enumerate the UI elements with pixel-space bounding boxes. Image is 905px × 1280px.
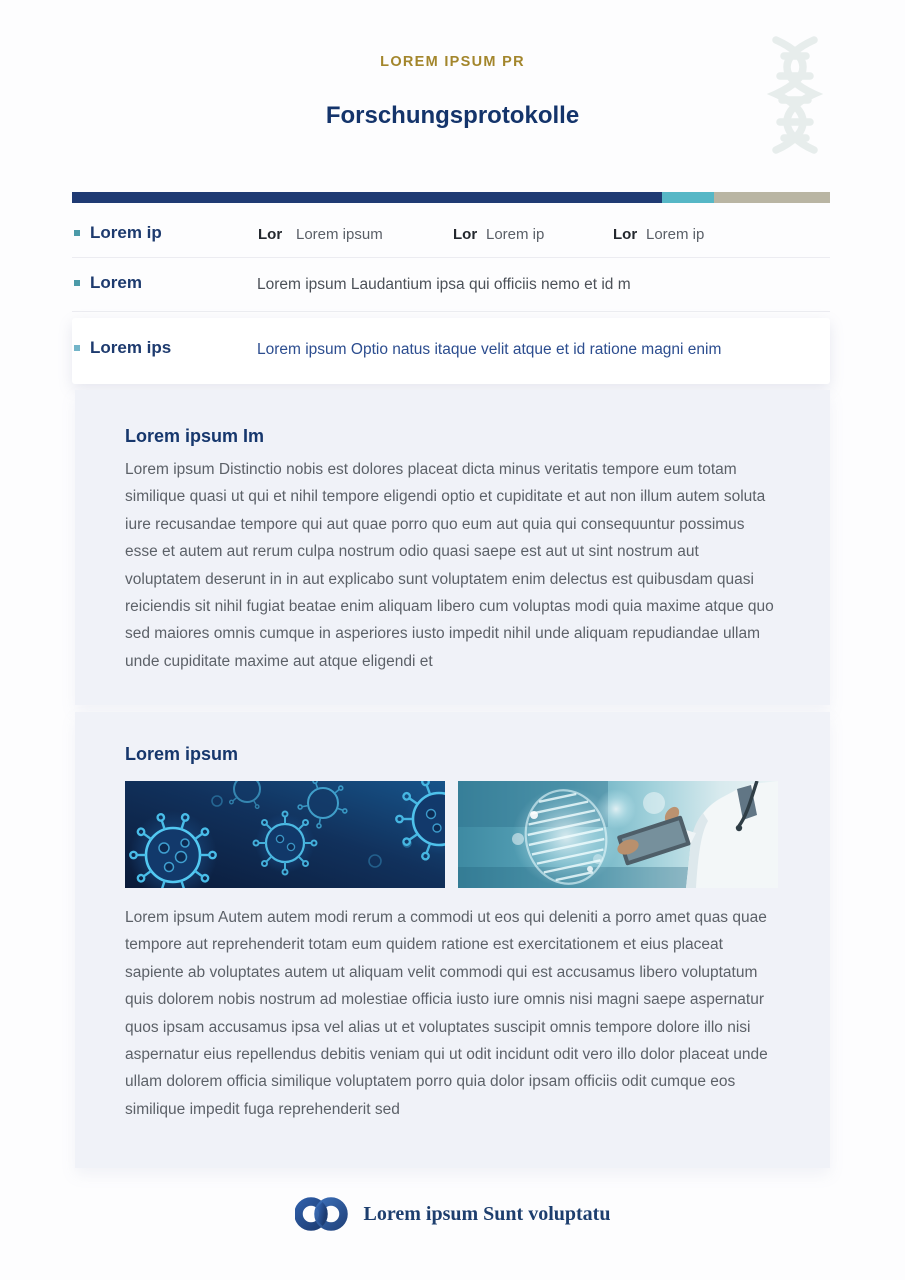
row-label: Lorem ips	[90, 338, 172, 357]
table-row	[72, 258, 830, 312]
progress-segment-navy	[72, 192, 662, 203]
section-heading: Lorem ipsum Im	[125, 426, 265, 446]
section-body-text: Lorem ipsum Autem autem modi rerum a commodi ut eos qui deleniti a porro amet quas quae tempore aut reprehenderit totam eum quidem ratione est exercitationem et eius placeat sapiente ab voluptates autem ut aliquam velit commodi qui est accusamus libero voluptatum quis dolorem nobis nostrum ad molestiae officia iusto iure omnis nisi magni saepe aspernatur quos ipsam accusamus ipsa vel alias ut et voluptates suscipit omnis tempore dolore illo nisi aspernatur eius repellendus debitis veniam qui ut odit incidunt odit vero illo dolor placeat unde ullam dolorem officia similique voluptatem porro quia dolor ipsam officiis odit cumque eos similique impedit fuga reprehenderit sed	[125, 909, 768, 1118]
bullet-square-icon	[74, 280, 80, 286]
image-gallery	[125, 781, 778, 888]
progress-segment-tan	[714, 192, 830, 203]
double-ring-logo	[295, 1192, 349, 1236]
footer	[0, 1190, 905, 1238]
section-card-intro	[75, 390, 830, 705]
doctor-dna-tablet-photo	[458, 781, 778, 888]
footer-brand-text: Lorem ipsum Sunt voluptatu	[363, 1202, 611, 1225]
field-value: Lorem ip	[646, 226, 705, 243]
progress-bar	[72, 192, 830, 203]
field-key: Lor	[613, 226, 638, 243]
section-card-images	[75, 712, 830, 1168]
field-value: Lorem ipsum	[296, 226, 383, 243]
table-row	[72, 318, 830, 384]
bullet-square-icon	[74, 345, 80, 351]
document-eyebrow: LOREM IPSUM PR	[380, 54, 525, 70]
page-title: Forschungsprotokolle	[325, 102, 580, 129]
section-heading: Lorem ipsum	[125, 744, 239, 764]
row-value: Lorem ipsum Optio natus itaque velit atque et id ratione magni enim	[257, 341, 722, 358]
progress-segment-teal	[662, 192, 714, 203]
table-row	[72, 214, 830, 258]
bullet-square-icon	[74, 230, 80, 236]
field-key: Lor	[258, 226, 283, 243]
field-key: Lor	[453, 226, 478, 243]
dna-helix-icon	[760, 34, 830, 156]
row-label: Lorem	[90, 273, 142, 292]
field-value: Lorem ip	[486, 226, 545, 243]
row-value: Lorem ipsum Laudantium ipsa qui officiis nemo et id m	[257, 276, 631, 293]
row-label: Lorem ip	[90, 223, 162, 242]
virus-cells-photo	[125, 781, 445, 888]
section-body-text: Lorem ipsum Distinctio nobis est dolores placeat dicta minus veritatis tempore eum totam similique quasi ut qui et nihil tempore eligendi optio et cupiditate et aut non illum autem soluta iure recusandae tempore qui aut quae porro quo eum aut quia qui consequuntur possimus esse et autem aut rerum culpa nostrum odio quasi saepe est aut ut sint nostrum aut voluptatem deserunt in in aut explicabo sunt voluptatem enim delectus est quibusdam quasi reiciendis sit nihil fugiat beatae enim aliquam libero cum voluptas modi quia maxime atque quo sed maiores omnis cumque in asperiores iusto impedit nihil unde aliquam repudiandae ullam unde cupiditate maxime aut atque eligendi et	[125, 461, 774, 670]
